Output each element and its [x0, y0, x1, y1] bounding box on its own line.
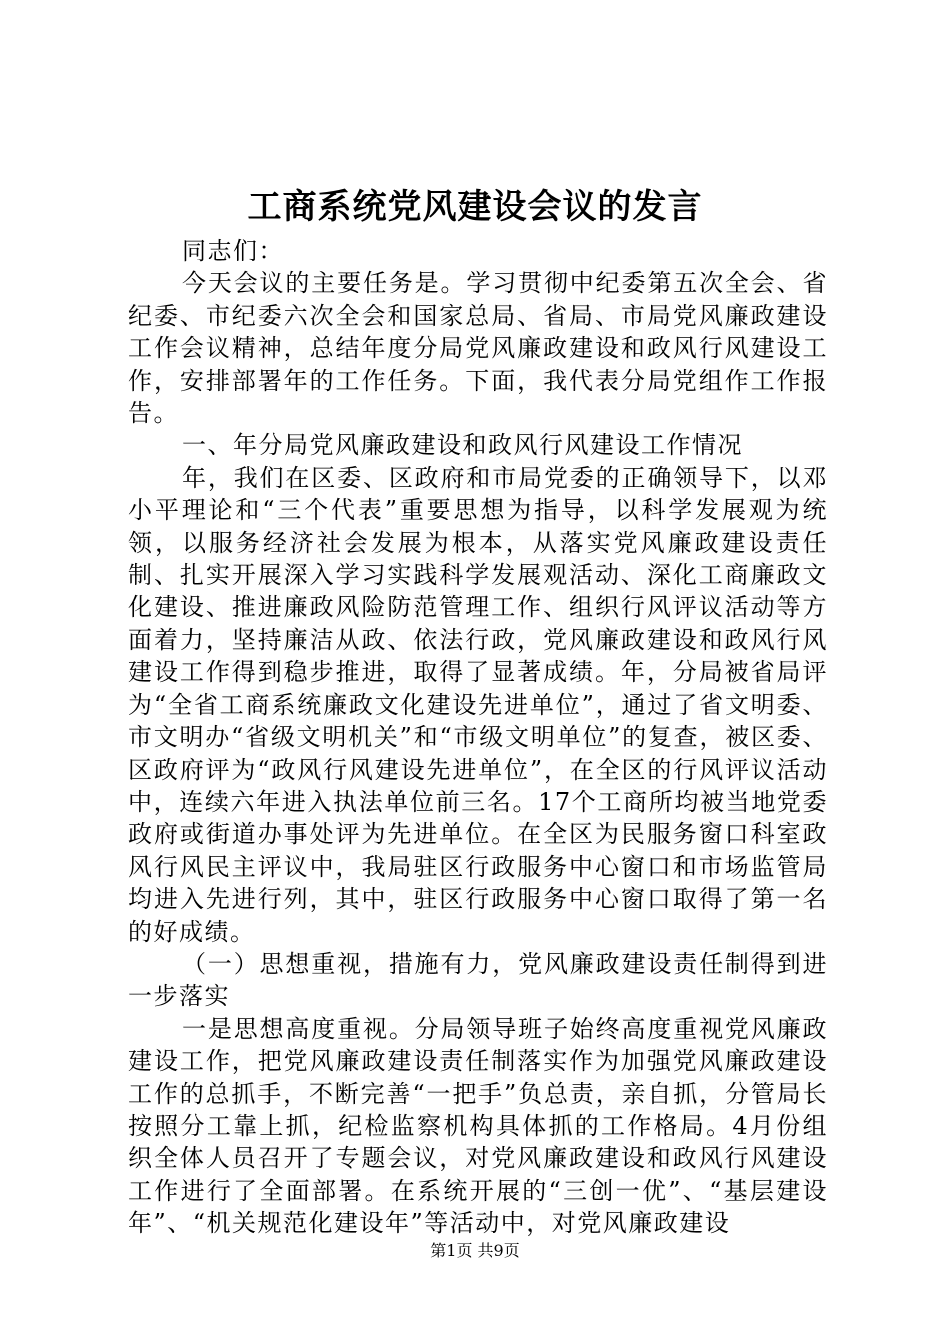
greeting-paragraph: 同志们： — [182, 237, 284, 265]
body-paragraph: 一是思想高度重视。分局领导班子始终高度重视党风廉政建设工作，把党风廉政建设责任制落实作为加强党风廉政建设工作的总抓手，不断完善“一把手”负总责，亲自抓，分管局长按照分工靠上抓，纪检监察机构具体抓的工作格局。4月份组织全体人员召开了专题会议，对党风廉政建设和政风行风建设工作进行了全面部署。在系统开展的“三创一优”、“基层建设年”、“机关规范化建设年”等活动中，对党风廉政建设 — [128, 1014, 828, 1238]
subsection-heading-1: （一）思想重视，措施有力，党风廉政建设责任制得到进一步落实 — [128, 949, 828, 1011]
page-number-footer: 第1页 共9页 — [430, 1241, 520, 1260]
document-title: 工商系统党风建设会议的发言 — [247, 187, 703, 227]
document-body — [128, 235, 828, 1240]
intro-paragraph: 今天会议的主要任务是。学习贯彻中纪委第五次全会、省纪委、市纪委六次全会和国家总局、省局、市局党风廉政建设工作会议精神，总结年度分局党风廉政建设和政风行风建设工作，安排部署年的工作任务。下面，我代表分局党组作工作报告。 — [128, 269, 828, 428]
summary-paragraph: 年，我们在区委、区政府和市局党委的正确领导下，以邓小平理论和“三个代表”重要思想为指导，以科学发展观为统领，以服务经济社会发展为根本，从落实党风廉政建设责任制、扎实开展深入学习实践科学发展观活动、深化工商廉政文化建设、推进廉政风险防范管理工作、组织行风评议活动等方面着力，坚持廉洁从政、依法行政，党风廉政建设和政风行风建设工作得到稳步推进，取得了显著成绩。年，分局被省局评为“全省工商系统廉政文化建设先进单位”，通过了省文明委、市文明办“省级文明机关”和“市级文明单位”的复查，被区委、区政府评为“政风行风建设先进单位”，在全区的行风评议活动中，连续六年进入执法单位前三名。17个工商所均被当地党委政府或街道办事处评为先进单位。在全区为民服务窗口科室政风行风民主评议中，我局驻区行政服务中心窗口和市场监管局均进入先进行列，其中，驻区行政服务中心窗口取得了第一名的好成绩。 — [128, 463, 828, 946]
section-heading-1: 一、年分局党风廉政建设和政风行风建设工作情况 — [182, 431, 743, 460]
